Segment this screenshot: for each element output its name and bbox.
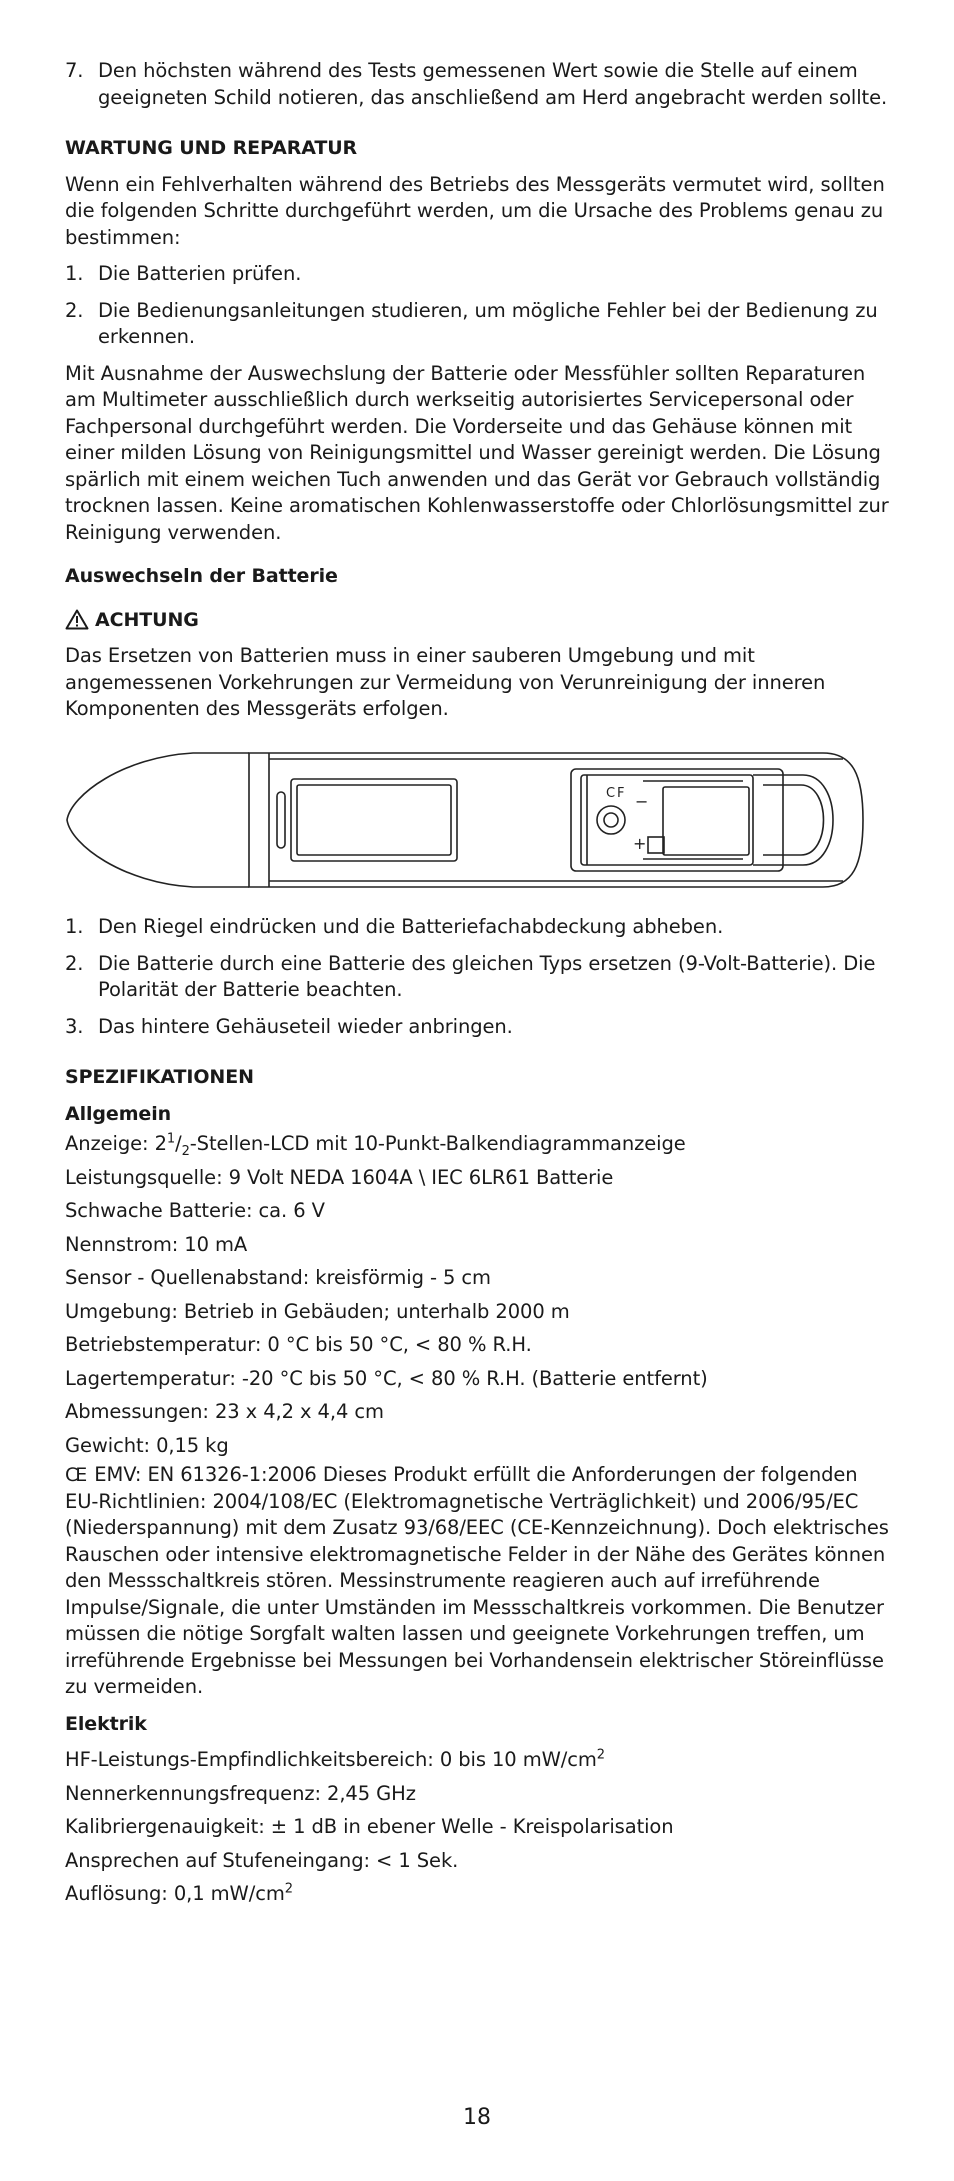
list-text: Die Bedienungsanleitungen studieren, um mögliche Fehler bei der Bedienung zu erkennen. [98,298,878,348]
figure-mark-plus: + [633,833,647,853]
page-number: 18 [463,2105,491,2130]
figure-mark-minus: − [635,791,649,811]
list-number: 1. [65,915,84,938]
ce-mark-icon: CE [65,1464,85,1486]
list-text: Die Batterie durch eine Batterie des gleichen Typs ersetzen (9-Volt-Batterie). Die Polarität der Batterie beachten. [98,951,876,1001]
warning-text: Das Ersetzen von Batterien muss in einer sauberen Umgebung und mit angemessenen Vorkehrungen zur Vermeidung von Verunreinigung der inneren Komponenten des Messgeräts erfolgen. [65,644,826,720]
list-item [65,1014,895,1041]
figure-mark-f: F [617,785,625,801]
warning-title: ACHTUNG [95,608,199,631]
warning-triangle-icon [65,609,89,630]
spec-resolution: Auflösung: 0,1 $mW/cm^2$ [65,1881,293,1905]
battery-heading: Auswechseln der Batterie [65,565,338,587]
spec-line: Lagertemperatur: -20 °C bis 50 °C, < 80 % R.H. (Batterie entfernt) [65,1366,708,1390]
spec-line: Leistungsquelle: 9 Volt NEDA 1604A \ IEC 6LR61 Batterie [65,1165,614,1189]
spec-line: Ansprechen auf Stufeneingang: < 1 Sek. [65,1848,459,1872]
warning-label [65,607,895,634]
spec-line: Sensor - Quellenabstand: kreisförmig - 5 cm [65,1266,491,1289]
list-item [65,58,895,111]
maintenance-heading: WARTUNG UND REPARATUR [65,137,358,159]
list-number: 1. [65,262,84,285]
maintenance-intro: Wenn ein Fehlverhalten während des Betriebs des Messgeräts vermutet wird, sollten die folgenden Schritte durchgeführt werden, um die Ursache des Problems genau zu bestimmen: [65,172,885,249]
spec-line: Gewicht: 0,15 kg [65,1433,229,1457]
spec-display: Anzeige: $2^1/_2-Stellen$-LCD mit 10-Punkt-Balkendiagrammanzeige [65,1131,686,1159]
spec-line: Kalibriergenauigkeit: ± 1 dB in ebener Welle - Kreispolarisation [65,1815,674,1838]
electrical-heading: Elektrik [65,1712,147,1735]
spec-line: Abmessungen: 23 x 4,2 x 4,4 cm [65,1400,384,1423]
list-item [65,914,895,941]
specs-heading: SPEZIFIKATIONEN [65,1066,254,1088]
spec-line: Nennerkennungsfrequenz: 2,45 GHz [65,1781,416,1805]
list-number: 2. [65,951,84,975]
maintenance-body: Mit Ausnahme der Auswechslung der Batterie oder Messfühler sollten Reparaturen am Multimeter ausschließlich durch werkseitig autorisiertes Servicepersonal oder Fachpersonal durchgeführt werden. Die Vorderseite und das Gehäuse können mit einer milden Lösung von Reinigungsmittel und Wasser gereinigt werden. Die Lösung spärlich mit einem weichen Tuch anwenden und das Gerät vor Gebrauch vollständig trocknen lassen. Keine aromatischen Kohlenwasserstoffe oder Chlorlösungsmittel zur Reinigung verwenden. [65,361,889,544]
spec-line: Betriebstemperatur: 0 °C bis 50 °C, < 80 % R.H. [65,1333,532,1356]
list-item [65,951,895,1004]
spec-hf-range: HF-Leistungs-Empfindlichkeitsbereich: 0 bis 10 $mW/cm^2$ [65,1747,605,1771]
list-text: Den Riegel eindrücken und die Batteriefachabdeckung abheben. [98,915,724,938]
list-text: Das hintere Gehäuseteil wieder anbringen. [98,1014,513,1038]
emv-text: EMV: EN 61326-1:2006 Dieses Produkt erfüllt die Anforderungen der folgenden EU-Richtlinien: 2004/108/EC (Elektromagnetische Verträglichkeit) und 2006/95/EC (Niederspannung) mit dem Zusatz 93/68/EEC (CE-Kennzeichnung). Doch elektrisches Rauschen oder intensive elektromagnetische Felder in der Nähe des Gerätes können den Messschaltkreis stören. Messinstrumente reagieren auch auf irreführende Impulse/Signale, die unter Umständen im Messschaltkreis vorkommen. Die Benutzer müssen die nötige Sorgfalt walten lassen und geeignete Vorkehrungen treffen, um irreführende Ergebnisse bei Messungen bei Vorhandensein elektrischer Störeinflüsse zu vermeiden. [65,1463,889,1698]
list-text: Den höchsten während des Tests gemessenen Wert sowie die Stelle auf einem geeigneten Schild notieren, das anschließend am Herd angebracht werden sollte. [98,59,888,109]
spec-line: Nennstrom: 10 mA [65,1232,248,1256]
list-item [65,298,895,351]
list-number: 3. [65,1014,84,1038]
general-heading: Allgemein [65,1102,172,1125]
list-number: 7. [65,59,84,82]
emv-paragraph [65,1462,895,1701]
list-item [65,261,895,288]
figure-mark-c: C [606,785,615,801]
battery-compartment-figure [63,745,867,895]
list-number: 2. [65,298,84,322]
spec-line: Schwache Batterie: ca. 6 V [65,1199,325,1222]
page-content [65,58,895,1911]
spec-line: Umgebung: Betrieb in Gebäuden; unterhalb 2000 m [65,1299,570,1323]
list-text: Die Batterien prüfen. [98,262,302,285]
